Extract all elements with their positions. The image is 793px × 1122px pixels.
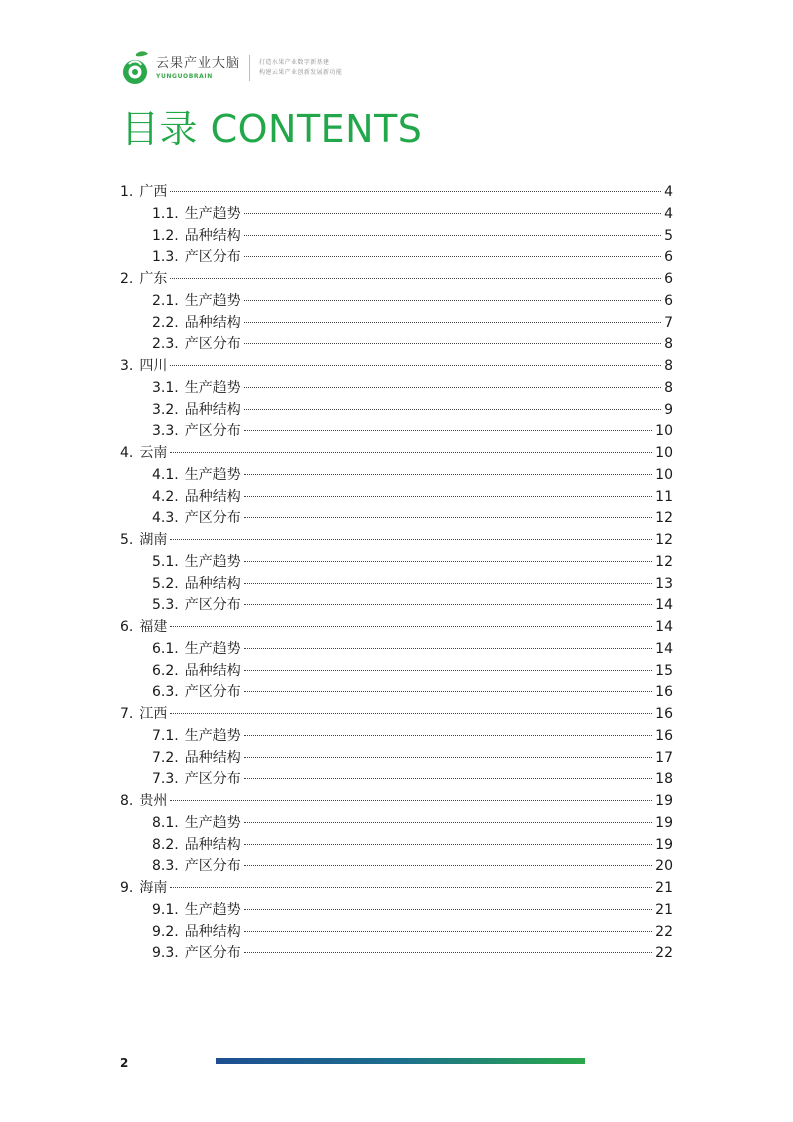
toc-page-number: 19 <box>655 814 673 831</box>
toc-label: 生产趋势 <box>184 292 241 309</box>
toc-subentry[interactable] <box>120 835 673 857</box>
toc-page-number: 6 <box>664 249 673 266</box>
toc-label: 品种结构 <box>184 575 241 592</box>
toc-page-number: 9 <box>664 401 673 418</box>
toc-subentry[interactable] <box>120 204 673 226</box>
toc-leader-dots <box>244 322 661 323</box>
toc-leader-dots <box>170 365 661 366</box>
toc-number: 1.2. <box>152 227 179 244</box>
toc-page-number: 13 <box>655 575 673 592</box>
slogan-block <box>259 58 342 78</box>
toc-label: 产区分布 <box>184 249 241 266</box>
toc-label: 产区分布 <box>184 945 241 962</box>
toc-page-number: 18 <box>655 771 673 788</box>
toc-leader-dots <box>244 757 652 758</box>
toc-page-number: 12 <box>655 532 673 548</box>
toc-leader-dots <box>244 604 652 605</box>
toc-leader-dots <box>170 452 652 453</box>
toc-page-number: 8 <box>664 336 673 353</box>
toc-leader-dots <box>170 626 652 627</box>
toc-number: 2. <box>120 271 134 287</box>
toc-subentry[interactable] <box>120 334 673 356</box>
header-divider <box>249 55 250 81</box>
toc-label: 产区分布 <box>184 597 241 614</box>
toc-subentry[interactable] <box>120 313 673 335</box>
toc-leader-dots <box>244 778 652 779</box>
toc-subentry[interactable] <box>120 922 673 944</box>
toc-label: 品种结构 <box>184 314 241 331</box>
page-header <box>121 48 342 88</box>
toc-leader-dots <box>244 496 652 497</box>
toc-page-number: 4 <box>664 205 673 222</box>
toc-number: 4.3. <box>152 510 179 527</box>
toc-entry[interactable] <box>120 617 673 639</box>
toc-label: 产区分布 <box>184 423 241 440</box>
toc-page-number: 12 <box>655 510 673 527</box>
toc-page-number: 21 <box>655 901 673 918</box>
toc-page-number: 10 <box>655 466 673 483</box>
toc-leader-dots <box>244 735 652 736</box>
toc-subentry[interactable] <box>120 682 673 704</box>
toc-label: 生产趋势 <box>184 640 241 657</box>
toc-label: 生产趋势 <box>184 727 241 744</box>
toc-page-number: 7 <box>664 314 673 331</box>
toc-entry[interactable] <box>120 443 673 465</box>
toc-label: 四川 <box>139 358 168 374</box>
toc-subentry[interactable] <box>120 378 673 400</box>
toc-number: 7.1. <box>152 727 179 744</box>
toc-leader-dots <box>244 822 652 823</box>
toc-number: 6.3. <box>152 684 179 701</box>
toc-leader-dots <box>244 952 652 953</box>
toc-page-number: 16 <box>655 684 673 701</box>
toc-entry[interactable] <box>120 791 673 813</box>
toc-leader-dots <box>244 387 661 388</box>
toc-number: 2.2. <box>152 314 179 331</box>
toc-leader-dots <box>170 887 652 888</box>
fruit-logo-icon <box>121 50 151 86</box>
toc-number: 3. <box>120 358 134 374</box>
toc-label: 产区分布 <box>184 771 241 788</box>
toc-leader-dots <box>244 648 652 649</box>
toc-page-number: 19 <box>655 793 673 809</box>
toc-subentry[interactable] <box>120 769 673 791</box>
toc-number: 6. <box>120 619 134 635</box>
toc-label: 品种结构 <box>184 401 241 418</box>
toc-label: 生产趋势 <box>184 466 241 483</box>
toc-label: 生产趋势 <box>184 553 241 570</box>
toc-subentry[interactable] <box>120 574 673 596</box>
toc-leader-dots <box>244 256 661 257</box>
toc-label: 品种结构 <box>184 662 241 679</box>
brand-name: 云果产业大脑 <box>156 56 241 71</box>
toc-number: 6.1. <box>152 640 179 657</box>
toc-entry[interactable] <box>120 356 673 378</box>
toc-number: 2.1. <box>152 292 179 309</box>
toc-number: 1.3. <box>152 249 179 266</box>
toc-label: 品种结构 <box>184 923 241 940</box>
toc-page-number: 19 <box>655 836 673 853</box>
toc-subentry[interactable] <box>120 291 673 313</box>
toc-number: 1. <box>120 184 134 200</box>
toc-leader-dots <box>244 213 661 214</box>
toc-number: 4.2. <box>152 488 179 505</box>
toc-page-number: 10 <box>655 423 673 440</box>
toc-number: 9.2. <box>152 923 179 940</box>
toc-subentry[interactable] <box>120 639 673 661</box>
toc-label: 生产趋势 <box>184 901 241 918</box>
page-number: 2 <box>120 1056 129 1070</box>
toc-entry[interactable] <box>120 182 673 204</box>
toc-subentry[interactable] <box>120 247 673 269</box>
toc-page-number: 22 <box>655 923 673 940</box>
toc-label: 广西 <box>139 184 168 200</box>
slogan-line-1: 打造水果产业数字新基建 <box>259 59 330 66</box>
brand-english-name: YUNGUOBRAIN <box>156 73 213 80</box>
toc-label: 江西 <box>139 706 168 722</box>
toc-number: 8.1. <box>152 814 179 831</box>
toc-label: 品种结构 <box>184 749 241 766</box>
toc-number: 9.3. <box>152 945 179 962</box>
toc-subentry[interactable] <box>120 900 673 922</box>
toc-number: 5.2. <box>152 575 179 592</box>
toc-page-number: 14 <box>655 619 673 635</box>
toc-page-number: 4 <box>664 184 673 200</box>
toc-label: 云南 <box>139 445 168 461</box>
toc-leader-dots <box>244 235 661 236</box>
toc-subentry[interactable] <box>120 508 673 530</box>
toc-label: 福建 <box>139 619 168 635</box>
toc-number: 9. <box>120 880 134 896</box>
toc-subentry[interactable] <box>120 487 673 509</box>
toc-number: 1.1. <box>152 205 179 222</box>
toc-label: 贵州 <box>139 793 168 809</box>
toc-label: 品种结构 <box>184 836 241 853</box>
toc-page-number: 17 <box>655 749 673 766</box>
toc-number: 5. <box>120 532 134 548</box>
toc-subentry[interactable] <box>120 552 673 574</box>
toc-page-number: 8 <box>664 358 673 374</box>
toc-page-number: 6 <box>664 271 673 287</box>
toc-subentry[interactable] <box>120 595 673 617</box>
toc-leader-dots <box>244 343 661 344</box>
toc-label: 品种结构 <box>184 227 241 244</box>
toc-page-number: 8 <box>664 379 673 396</box>
toc-entry[interactable] <box>120 269 673 291</box>
toc-leader-dots <box>244 561 652 562</box>
toc-label: 产区分布 <box>184 510 241 527</box>
toc-number: 7.2. <box>152 749 179 766</box>
toc-leader-dots <box>170 539 652 540</box>
toc-label: 产区分布 <box>184 684 241 701</box>
slogan-line-2: 构建云果产业创新发展新功能 <box>259 69 343 76</box>
toc-number: 9.1. <box>152 901 179 918</box>
toc-leader-dots <box>244 931 652 932</box>
toc-subentry[interactable] <box>120 943 673 965</box>
toc-leader-dots <box>244 909 652 910</box>
toc-leader-dots <box>170 800 652 801</box>
toc-label: 湖南 <box>139 532 168 548</box>
toc-subentry[interactable] <box>120 400 673 422</box>
toc-leader-dots <box>170 191 661 192</box>
toc-label: 生产趋势 <box>184 379 241 396</box>
toc-page-number: 22 <box>655 945 673 962</box>
toc-subentry[interactable] <box>120 813 673 835</box>
toc-number: 4. <box>120 445 134 461</box>
toc-number: 2.3. <box>152 336 179 353</box>
toc-number: 3.3. <box>152 423 179 440</box>
toc-page-number: 21 <box>655 880 673 896</box>
toc-number: 7.3. <box>152 771 179 788</box>
page-title: 目录 CONTENTS <box>121 107 423 151</box>
toc-entry[interactable] <box>120 530 673 552</box>
brand-block <box>156 56 240 80</box>
toc-leader-dots <box>244 517 652 518</box>
toc-subentry[interactable] <box>120 856 673 878</box>
toc-leader-dots <box>244 670 652 671</box>
toc-number: 4.1. <box>152 466 179 483</box>
toc-label: 生产趋势 <box>184 814 241 831</box>
toc-number: 7. <box>120 706 134 722</box>
toc-label: 品种结构 <box>184 488 241 505</box>
toc-number: 8.3. <box>152 858 179 875</box>
toc-page-number: 16 <box>655 706 673 722</box>
toc-leader-dots <box>244 300 661 301</box>
toc-number: 6.2. <box>152 662 179 679</box>
toc-label: 生产趋势 <box>184 205 241 222</box>
toc-subentry[interactable] <box>120 465 673 487</box>
toc-number: 3.1. <box>152 379 179 396</box>
table-of-contents <box>120 182 673 965</box>
toc-number: 8. <box>120 793 134 809</box>
toc-page-number: 6 <box>664 292 673 309</box>
toc-entry[interactable] <box>120 704 673 726</box>
toc-subentry[interactable] <box>120 726 673 748</box>
footer-gradient-bar <box>216 1058 585 1064</box>
toc-label: 产区分布 <box>184 336 241 353</box>
toc-leader-dots <box>244 430 652 431</box>
toc-page-number: 14 <box>655 597 673 614</box>
toc-subentry[interactable] <box>120 421 673 443</box>
toc-page-number: 11 <box>655 488 673 505</box>
toc-page-number: 14 <box>655 640 673 657</box>
toc-label: 海南 <box>139 880 168 896</box>
toc-subentry[interactable] <box>120 226 673 248</box>
toc-page-number: 10 <box>655 445 673 461</box>
toc-page-number: 16 <box>655 727 673 744</box>
toc-leader-dots <box>244 474 652 475</box>
toc-label: 广东 <box>139 271 168 287</box>
toc-page-number: 15 <box>655 662 673 679</box>
toc-page-number: 5 <box>664 227 673 244</box>
toc-subentry[interactable] <box>120 661 673 683</box>
toc-leader-dots <box>244 865 652 866</box>
toc-number: 3.2. <box>152 401 179 418</box>
toc-number: 5.3. <box>152 597 179 614</box>
toc-leader-dots <box>170 278 661 279</box>
toc-leader-dots <box>170 713 652 714</box>
toc-leader-dots <box>244 691 652 692</box>
toc-leader-dots <box>244 844 652 845</box>
toc-entry[interactable] <box>120 878 673 900</box>
toc-leader-dots <box>244 409 661 410</box>
toc-page-number: 20 <box>655 858 673 875</box>
toc-label: 产区分布 <box>184 858 241 875</box>
toc-leader-dots <box>244 583 652 584</box>
toc-subentry[interactable] <box>120 748 673 770</box>
toc-number: 5.1. <box>152 553 179 570</box>
toc-number: 8.2. <box>152 836 179 853</box>
toc-page-number: 12 <box>655 553 673 570</box>
